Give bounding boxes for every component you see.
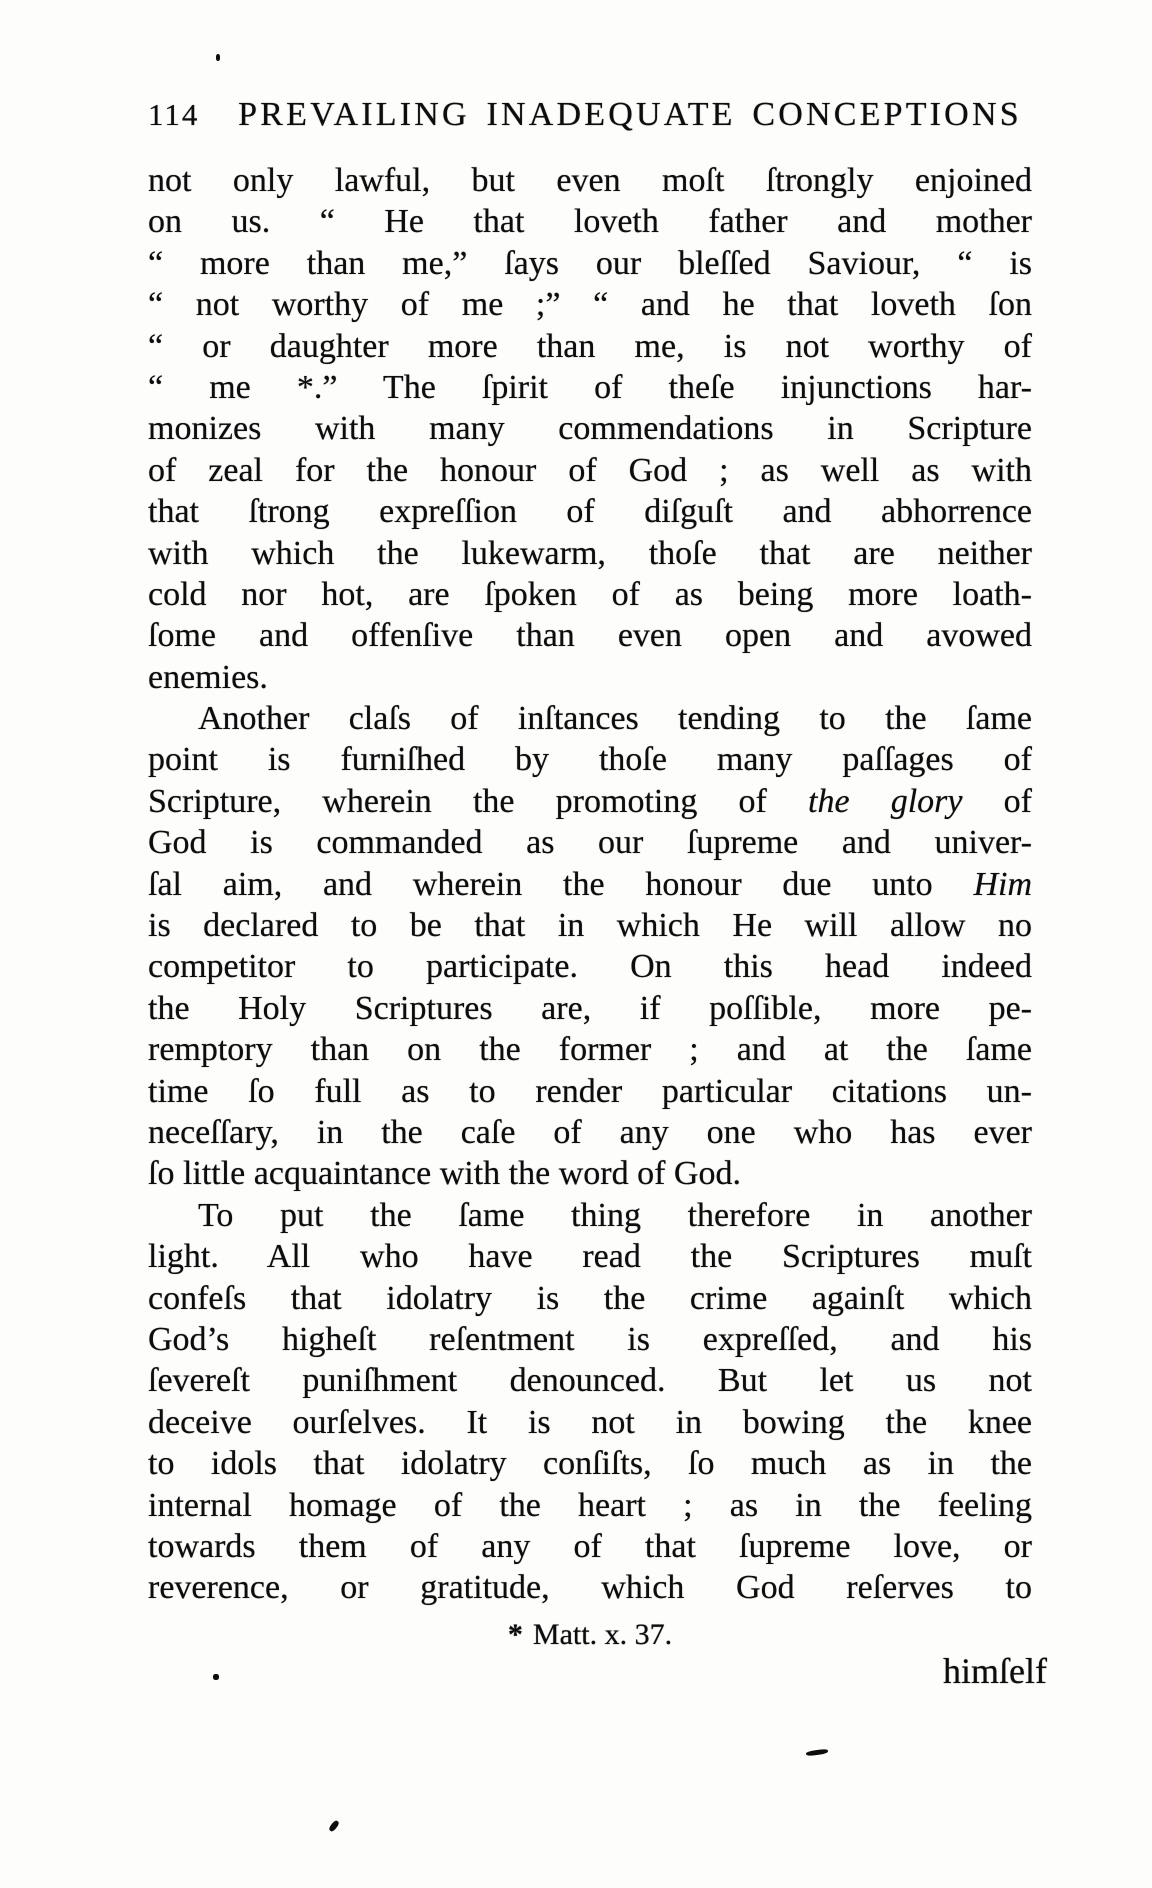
text-line: Scripture, wherein the promoting of the glory of — [148, 782, 1032, 820]
text-line: “ me *.” The ſpirit of theſe injunctions har- — [148, 368, 1032, 406]
text-line: To put the ſame thing therefore in another — [198, 1196, 1032, 1234]
page-number: 114 — [148, 97, 200, 132]
text-line: “ not worthy of me ;” “ and he that loveth ſon — [148, 286, 1032, 324]
text-line: “ or daughter more than me, is not worthy of — [148, 327, 1032, 365]
text-line: on us. “ He that loveth father and mother — [148, 203, 1032, 241]
page-header — [148, 96, 1032, 134]
text-line: Another claſs of inſtances tending to the ſame — [198, 700, 1032, 738]
text-line: monizes with many commendations in Scripture — [148, 410, 1032, 448]
text-line: reverence, or gratitude, which God reſerves to — [148, 1569, 1032, 1607]
text-line: enemies. — [148, 658, 268, 696]
text-line: to idols that idolatry conſiſts, ſo much as in the — [148, 1445, 1032, 1483]
body-text — [148, 160, 1032, 1609]
catchword: himſelf — [943, 1651, 1047, 1691]
footnote-marker: * — [507, 1618, 523, 1651]
text-line: is declared to be that in which He will allow no — [148, 907, 1032, 945]
text-line: competitor to participate. On this head indeed — [148, 948, 1032, 986]
text-line: internal homage of the heart ; as in the feeling — [148, 1486, 1032, 1524]
text-line: neceſſary, in the caſe of any one who has ever — [148, 1113, 1032, 1151]
text-line: that ſtrong expreſſion of diſguſt and abhorrence — [148, 493, 1032, 531]
text-line: confeſs that idolatry is the crime againſt which — [148, 1279, 1032, 1317]
text-line: not only lawful, but even moſt ſtrongly enjoined — [148, 162, 1032, 199]
running-title: PREVAILING INADEQUATE CONCEPTIONS — [238, 96, 1022, 133]
text-line: with which the lukewarm, thoſe that are neither — [148, 534, 1032, 572]
text-line: remptory than on the former ; and at the ſame — [148, 1031, 1032, 1069]
text-line: “ more than me,” ſays our bleſſed Saviour, “ is — [148, 244, 1032, 282]
text-line: ſal aim, and wherein the honour due unto Him — [148, 865, 1032, 903]
text-line: point is furniſhed by thoſe many paſſages of — [148, 741, 1032, 779]
text-line: cold nor hot, are ſpoken of as being more loath- — [148, 575, 1032, 613]
ink-speck — [806, 1748, 828, 1756]
text-line: light. All who have read the Scriptures muſt — [148, 1238, 1032, 1276]
text-line: God is commanded as our ſupreme and univer- — [148, 824, 1032, 862]
text-line: God’s higheſt reſentment is expreſſed, and his — [148, 1320, 1032, 1358]
ink-speck — [216, 54, 220, 61]
text-line: deceive ourſelves. It is not in bowing the knee — [148, 1403, 1032, 1441]
text-line: ſevereſt puniſhment denounced. But let us not — [148, 1362, 1032, 1400]
text-line: ſo little acquaintance with the word of God. — [148, 1155, 741, 1193]
footnote-text: Matt. x. 37. — [532, 1618, 673, 1651]
text-line: towards them of any of that ſupreme love, or — [148, 1527, 1032, 1565]
ink-speck — [213, 1674, 219, 1680]
text-line: the Holy Scriptures are, if poſſible, more pe- — [148, 989, 1032, 1027]
text-line: ſome and offenſive than even open and avowed — [148, 617, 1032, 655]
footnote — [148, 1618, 1032, 1652]
text-line: time ſo full as to render particular citations un- — [148, 1072, 1032, 1110]
ink-speck — [328, 1819, 340, 1832]
text-line: of zeal for the honour of God ; as well as with — [148, 451, 1032, 489]
